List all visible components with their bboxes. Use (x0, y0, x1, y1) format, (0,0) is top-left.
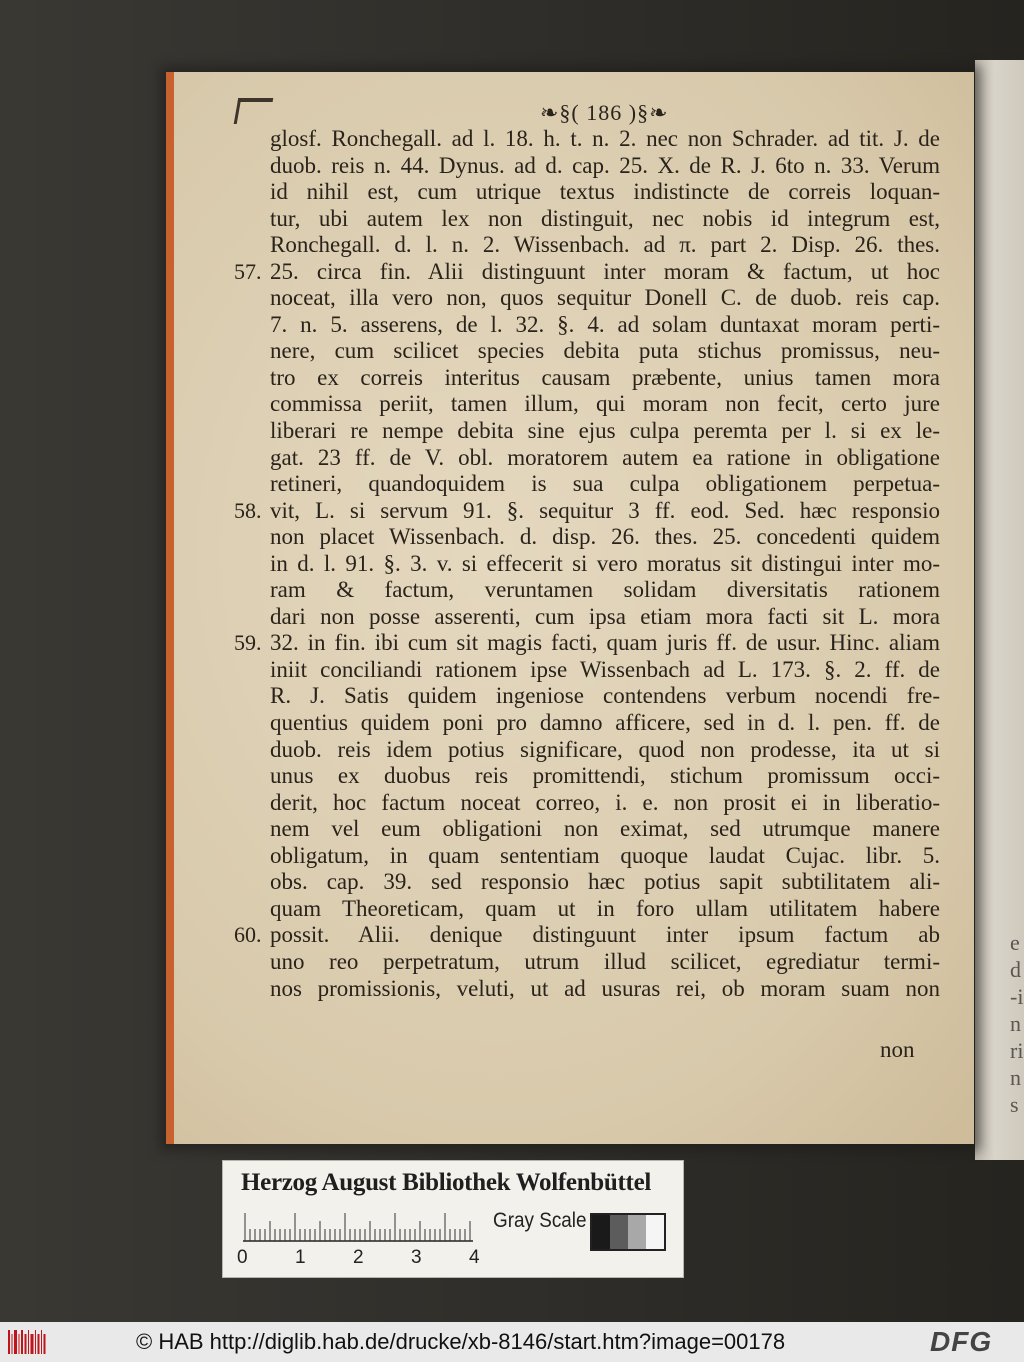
gray-scale-swatch (590, 1213, 666, 1251)
line-text: unus ex duobus reis promittendi, stichum promissum occi- (270, 763, 940, 789)
ruler-icon (243, 1211, 483, 1243)
text-line (230, 259, 940, 286)
gray-scale-label: Gray Scale (493, 1209, 587, 1232)
library-label-card (222, 1160, 684, 1278)
gray-swatch (646, 1215, 664, 1249)
text-line (230, 683, 940, 710)
line-text: gat. 23 ff. de V. obl. moratorem autem ea ratione in obligatione (270, 444, 940, 470)
text-line (230, 790, 940, 817)
line-text: nere, cum scilicet species debita puta stichus promissus, neu- (270, 338, 940, 364)
text-line (230, 126, 940, 153)
ruler-number: 4 (469, 1247, 480, 1268)
page-header: ❧§( 186 )§❧ (540, 100, 669, 125)
catchword: non (880, 1037, 915, 1062)
line-text: noceat, illa vero non, quos sequitur Donell C. de duob. reis cap. (270, 285, 940, 311)
text-line (230, 816, 940, 843)
line-text: derit, hoc factum noceat correo, i. e. non prosit ei in liberatio- (270, 789, 940, 815)
line-text: quam Theoreticam, quam ut in foro ullam utilitatem habere (270, 895, 940, 921)
margin-number: 57. (234, 258, 262, 284)
ruler-number: 2 (353, 1247, 364, 1268)
text-line (230, 312, 940, 339)
text-line (230, 896, 940, 923)
line-text: nos promissionis, veluti, ut ad usuras rei, ob moram suam non (270, 975, 940, 1001)
text-line (230, 232, 940, 259)
ruler-numbers (237, 1247, 497, 1271)
gray-swatch (610, 1215, 628, 1249)
copyright-link[interactable]: © HAB http://diglib.hab.de/drucke/xb-8146/start.htm?image=00178 (136, 1329, 786, 1354)
text-line (230, 949, 940, 976)
line-text: obs. cap. 39. sed responsio hæc potius sapit subtilitatem ali- (270, 869, 940, 895)
ruler-number: 0 (237, 1247, 248, 1268)
text-line (230, 179, 940, 206)
text-line (230, 869, 940, 896)
text-line (230, 445, 940, 472)
line-text: id nihil est, cum utrique textus indistincte de correis loquan- (270, 179, 940, 205)
strip-glyph: n (1010, 1011, 1021, 1036)
page-text-block (230, 126, 940, 1002)
line-text: uno reo perpetratum, utrum illud scilicet, egrediatur termi- (270, 948, 940, 974)
text-line (230, 524, 940, 551)
line-text: retineri, quandoquidem is sua culpa obligationem perpetua- (270, 471, 940, 497)
line-text: obligatum, in quam sententiam quoque laudat Cujac. libr. 5. (270, 842, 940, 868)
line-text: duob. reis n. 44. Dynus. ad d. cap. 25. X. de R. J. 6to n. 33. Verum (270, 152, 940, 178)
text-line (230, 471, 940, 498)
text-line (230, 338, 940, 365)
line-text: quentius quidem poni pro damno afficere, sed in d. l. pen. ff. de (270, 710, 940, 736)
text-line (230, 604, 940, 631)
text-line (230, 365, 940, 392)
strip-glyph: ri (1010, 1038, 1024, 1063)
text-line (230, 577, 940, 604)
text-line (230, 418, 940, 445)
gray-swatch (628, 1215, 646, 1249)
line-text: non placet Wissenbach. d. disp. 26. thes. 25. concedenti quidem (270, 524, 940, 550)
line-text: nem vel eum obligationi non eximat, sed utrumque manere (270, 816, 940, 842)
line-text: iniit conciliandi rationem ipse Wissenbach ad L. 173. §. 2. ff. de (270, 656, 940, 682)
text-line (230, 976, 940, 1003)
text-line (230, 737, 940, 764)
margin-number: 58. (234, 497, 262, 523)
ruler-number: 3 (411, 1247, 422, 1268)
text-line (230, 763, 940, 790)
dfg-logo: DFG (930, 1326, 993, 1357)
ruler-number: 1 (295, 1247, 306, 1268)
line-text: R. J. Satis quidem ingeniose contendens verbum nocendi fre- (270, 683, 940, 709)
corner-mark-ornament (234, 98, 274, 124)
text-line (230, 551, 940, 578)
footer-bar (0, 1322, 1024, 1362)
gray-swatch (592, 1215, 610, 1249)
strip-glyph: n (1010, 1065, 1021, 1090)
text-line (230, 153, 940, 180)
text-line (230, 285, 940, 312)
line-text: vit, L. si servum 91. §. sequitur 3 ff. eod. Sed. hæc responsio (270, 497, 940, 523)
text-line (230, 630, 940, 657)
line-text: dari non posse asserenti, cum ipsa etiam mora facti sit L. mora (270, 603, 940, 629)
strip-glyph: -i (1010, 984, 1024, 1009)
hab-barcode-logo-icon (8, 1328, 48, 1356)
text-line (230, 206, 940, 233)
strip-glyph: s (1010, 1092, 1019, 1117)
line-text: glosf. Ronchegall. ad l. 18. h. t. n. 2. nec non Schrader. ad tit. J. de (270, 126, 940, 151)
line-text: possit. Alii. denique distinguunt inter ipsum factum ab (270, 922, 940, 948)
text-line (230, 657, 940, 684)
line-text: tur, ubi autem lex non distinguit, nec nobis id integrum est, (270, 205, 940, 231)
margin-number: 59. (234, 630, 262, 656)
line-text: ram & factum, veruntamen solidam diversitatis rationem (270, 577, 940, 603)
line-text: tro ex correis interitus causam præbente, unius tamen mora (270, 364, 940, 390)
line-text: in d. l. 91. §. 3. v. si effecerit si vero moratus sit distingui inter mo- (270, 550, 940, 576)
library-name: Herzog August Bibliothek Wolfenbüttel (241, 1169, 652, 1196)
line-text: liberari re nempe debita sine ejus culpa peremta per l. si ex le- (270, 418, 940, 444)
line-text: 32. in fin. ibi cum sit magis facti, quam juris ff. de usur. Hinc. aliam (270, 630, 940, 656)
line-text: 25. circa fin. Alii distinguunt inter moram & factum, ut hoc (270, 258, 940, 284)
margin-number: 60. (234, 922, 262, 948)
strip-glyph: d (1010, 957, 1021, 982)
line-text: 7. n. 5. asserens, de l. 32. §. 4. ad solam duntaxat moram perti- (270, 311, 940, 337)
text-line (230, 843, 940, 870)
text-line (230, 710, 940, 737)
strip-glyph: e (1010, 930, 1020, 955)
line-text: Ronchegall. d. l. n. 2. Wissenbach. ad π. part 2. Disp. 26. thes. (270, 232, 940, 258)
line-text: duob. reis idem potius significare, quod non prodesse, ita ut si (270, 736, 940, 762)
text-line (230, 498, 940, 525)
line-text: commissa periit, tamen illum, qui moram non fecit, certo jure (270, 391, 940, 417)
text-line (230, 391, 940, 418)
text-line (230, 922, 940, 949)
